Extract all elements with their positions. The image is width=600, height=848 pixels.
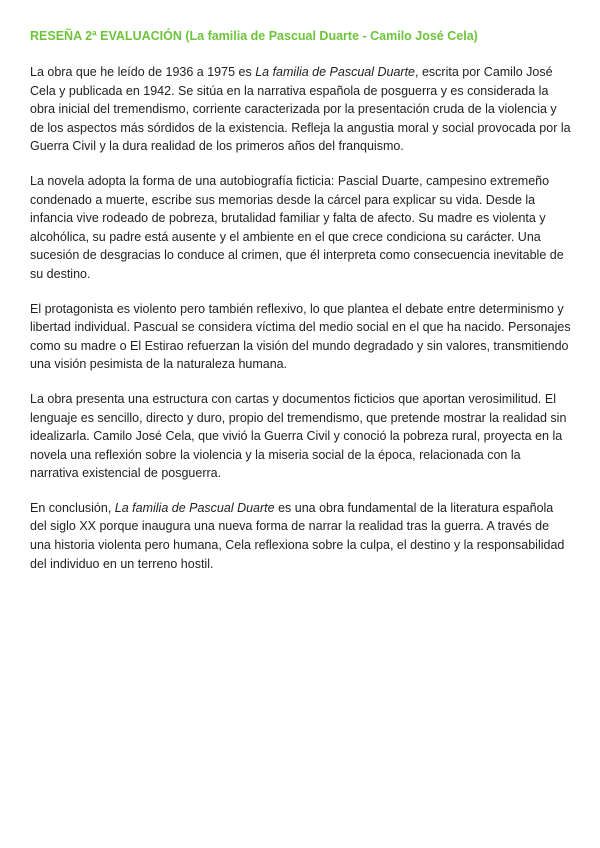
paragraph-protagonist: El protagonista es violento pero también reflexivo, lo que plantea el debate entre determinismo y libertad individual. Pascual se considera víctima del medio social en el que ha nacido. Personajes como su madre o El Estirao refuerzan la visión del mundo degradado y sin valores, transmitiendo una visión pesimista de la naturaleza humana. — [30, 301, 571, 372]
book-title-italic: La familia de Pascual Duarte — [114, 500, 275, 515]
paragraph-introduction — [30, 63, 571, 156]
paragraph-structure: La obra presenta una estructura con cartas y documentos ficticios que aportan verosimilitud. El lenguaje es sencillo, directo y duro, propio del tremendismo, que pretende mostrar la realidad sin idealizarla. Camilo José Cela, que vivió la Guerra Civil y conoció la pobreza rural, proyecta en la novela una reflexión sobre la violencia y la miseria social de la época, relacionada con la narrativa existencial de posguerra. — [30, 391, 567, 481]
paragraph-text: En conclusión, — [30, 500, 115, 515]
paragraph-plot: La novela adopta la forma de una autobiografía ficticia: Pascial Duarte, campesino extremeño condenado a muerte, escribe sus memorias desde la cárcel para explicar su vida. Desde la infancia vive rodeado de pobreza, brutalidad familiar y falta de afecto. Su madre es violenta y alcohólica, su padre está ausente y el ambiente en el que crece condiciona su carácter. Una sucesión de desgracias lo conduce al crimen, que él interpreta como consecuencia inevitable de su destino. — [30, 173, 564, 281]
paragraph-text: La obra que he leído de 1936 a 1975 es — [30, 65, 256, 79]
paragraph-text: es una obra fundamental de la literatura española del siglo XX porque inaugura una nueva forma de narrar la realidad tras la guerra. A través de una historia violenta pero humana, Cela reflexiona sobre la culpa, el destino y la responsabilidad del individuo en un terreno hostil. — [30, 500, 565, 571]
paragraph-text: , escrita por Camilo José Cela y publicada en 1942. Se sitúa en la narrativa española de posguerra y es considerada la obra inicial del tremendismo, corriente caracterizada por la presentación cruda de la violencia y de los aspectos más sórdidos de la existencia. Refleja la angustia moral y social provocada por la Guerra Civil y la dura realidad de los primeros años del franquismo. — [30, 65, 571, 154]
book-title-italic: La familia de Pascual Duarte — [255, 65, 416, 79]
document-title: RESEÑA 2ª EVALUACIÓN (La familia de Pascual Duarte - Camilo José Cela) — [30, 29, 478, 43]
paragraph-conclusion — [30, 499, 571, 573]
document-page — [30, 28, 571, 589]
